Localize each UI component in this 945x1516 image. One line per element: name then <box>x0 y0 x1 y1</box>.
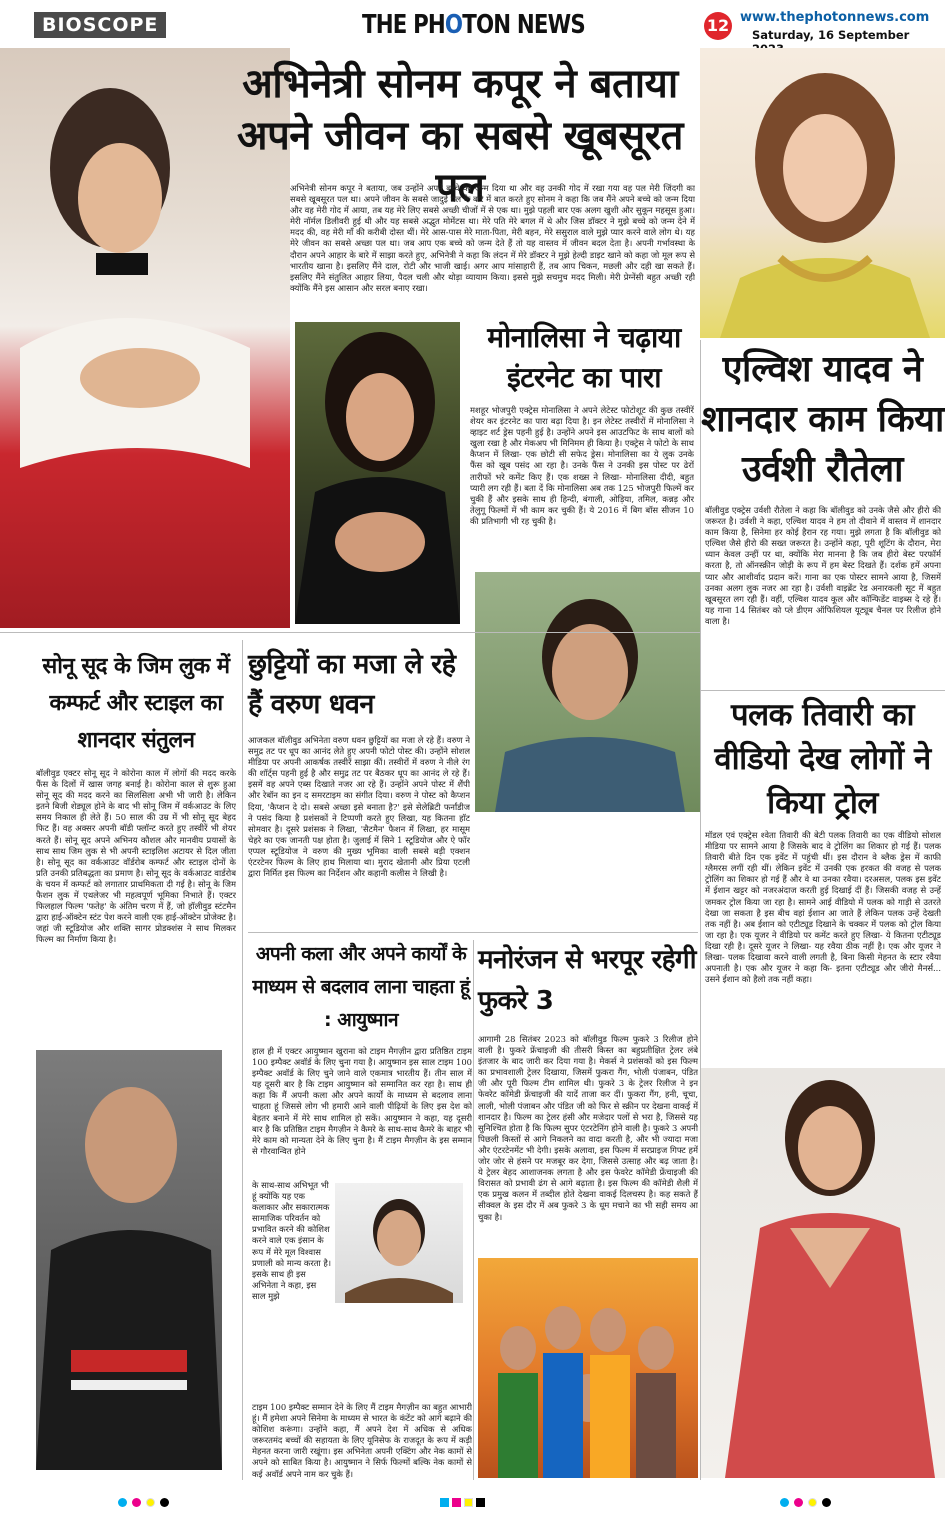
monalisa-body: मशहूर भोजपुरी एक्ट्रेस मोनालिसा ने अपने लेटेस्ट फोटोशूट की कुछ तस्वीरें शेयर कर इंटरनेट का पारा बढ़ा दिया है। इन लेटेस्ट तस्वीरों में मोनालिसा ने व्हाइट शर्ट ड्रेस पहनी हुई है। उन्होंने अपने इस आउटफिट के साथ बालों को खुला रखा है और मेकअप भी मिनिमम ही किया है। एक्ट्रेस ने फोटो के साथ कैप्शन में लिखा- एक छोटी सी सफेद ड्रेस। मोनालिसा का ये लुक उनके फैंस को खूब पसंद आ रहा है। उनके फैंस ने उनकी इस पोस्ट पर ढेरों तारीफों भरे कमेंट किए हैं। एक शख्स ने लिखा- मोनालिसा दीदी, बहुत प्यारी लग रही हैं। बता दें कि मोनालिसा अब तक 125 भोजपुरी फिल्में कर चुकी हैं और इसके साथ ही हिन्दी, बंगाली, ओड़िया, तमिल, कन्नड़ और तेलुगू फिल्मों में भी काम कर चुकी हैं। ये 2016 में बिग बॉस सीजन 10 की प्रतिभागी भी रह चुकी है। <box>470 405 694 526</box>
ayushmann-figure <box>335 1183 463 1303</box>
divider <box>473 940 474 1480</box>
varun-body: आजकल बॉलीवुड अभिनेता वरुण धवन छुट्टियों का मजा ले रहे हैं। वरुण ने समुद्र तट पर धूप का आनंद लेते हुए अपनी फोटो पोस्ट की। उन्होंने सोशल मीडिया पर अपनी आकर्षक तस्वीरें साझा कीं। तस्वीरों में वरुण ने नीले रंग की शॉर्ट्स पहनी हुई है और समुद्र तट पर बैठकर धूप का आनंद ले रहे हैं। इसमें वह अपने एब्स दिखाते नजर आ रहे हैं। उन्होंने अपने पोस्ट में शैंपी और रेबॉन का इन द समरटाइम का संगीत दिया। वरुण ने पोस्ट को कैप्शन दिया, 'कैप्शन दे दो। सबसे अच्छा इसे बनाता है?' इसे सेलेब्रिटी फर्नांडीज ने पसंद किया है प्रशंसकों ने टिप्पणी करते हुए लिखा, यह कितना हॉट सोमवार है। दूसरे प्रशंसक ने लिखा, 'सैटमैन' फैशन में लिखा, हर मासूम चेहरे का एक जानती पक्ष होता है। जुलाई में सिने 1 स्टूडियोज और ऐ फॉर एप्पल स्टूडियोज ने वरुण की मुख्य भूमिका वाली सबसे बड़ी एक्शन एंटरटेनर फिल्म के लिए हाथ मिलाया था। मुराद खेतानी और प्रिया एटली द्वारा निर्मित इस फिल्म का निर्देशन और कहानी कलीस ने लिखी है। <box>248 735 470 879</box>
divider <box>700 690 945 691</box>
urvashi-figure <box>700 48 945 338</box>
register-dot <box>160 1498 169 1507</box>
issue-date: Saturday, 16 September <box>752 28 910 42</box>
fukrey-poster <box>478 1258 698 1478</box>
fukrey-cast <box>478 1258 698 1478</box>
ayushmann-photo <box>335 1183 463 1303</box>
register-square <box>452 1498 461 1507</box>
page-header <box>0 0 945 48</box>
masthead-o: O <box>444 10 463 40</box>
masthead-post: TON NEWS <box>462 10 585 40</box>
sonam-headline: अभिनेत्री सोनम कपूर ने बताया अपने जीवन का सबसे खूबसूरत पल <box>237 61 683 211</box>
monalisa-photo <box>295 322 460 624</box>
sonam-body: अभिनेत्री सोनम कपूर ने बताया, जब उन्होंने अपने बच्चे को जन्म दिया था और वह उनकी गोद में रखा गया वह पल मेरी जिंदगी का सबसे खूबसूरत पल था। अपने जीवन के सबसे जादुई पल के बारे में बात करते हुए सोनम ने कहा कि जब मैंने अपने बच्चे को जन्म दिया और वह मेरी गोद में आया, तब यह मेरे लिए सबसे अच्छी चीजों में से एक था। मुझे पहली बार एक अलग खुशी और सुकून महसूस हुआ। मेरी नॉर्मल डिलीवरी हुई थी और यह सबसे अद्भुत मोमेंटस था। मेरे पति मेरे बगल में थे और जिस डॉक्टर ने मुझे बच्चे को जन्म देने में मदद की, वह मेरी माँ की करीबी दोस्त थीं। मेरे आस-पास मेरे माता-पिता, मेरी बहन, मेरे ससुराल वाले मुझे प्यार करने वाले लोग थे। यह मेरे जीवन का सबसे अच्छा पल था। जब आप एक बच्चे को जन्म देते हैं तो यह वास्तव में जीवन बदल देता है। अपनी गर्भावस्था के दौरान अपने आहार के बारे में साझा करते हुए, अभिनेत्री ने कहा कि लंदन में मेरे डॉक्टर ने मुझे हेल्दी डाइट खाने को कहा जो मूल रूप से भारतीय खाना है। इसलिए मैंने दाल, रोटी और भाजी खाई। अगर आप मांसाहारी हैं, तब आप चिकन, मछली और दही खा सकते हैं। इसलिए मैंने संतुलित आहार लिया, पैदल चली और थोड़ा व्यायाम किया। इससे मुझे सचमुच मदद मिली। मेरी प्रेग्नेंसी बहुत अच्छी रही क्योंकि मैंने इस आसान और सरल बनाए रखा। <box>290 183 695 293</box>
page-number-badge: 12 <box>704 12 732 40</box>
register-dot <box>132 1498 141 1507</box>
divider <box>700 340 701 1480</box>
register-dot <box>146 1498 155 1507</box>
varun-headline: छुट्टियों का मजा ले रहे हैं वरुण धवन <box>248 649 456 720</box>
register-square <box>464 1498 473 1507</box>
register-dot <box>118 1498 127 1507</box>
fukrey-body: आगामी 28 सितंबर 2023 को बॉलीवुड फिल्म फुकरे 3 रिलीज होने वाली है। फुकरे फ्रेंचाइजी की तीसरी किस्त का बहुप्रतीक्षित ट्रेलर लंबे इंतजार के बाद जारी कर दिया गया है। मेकर्स ने प्रशंसकों को इस फिल्म का प्रभावशाली ट्रेलर दिखाया, जिसमें फुकरा गैंग, भोली पंजाबन, पंडित जी और पूरी फिल्म टीम शामिल थी। फुकरे 3 के ट्रेलर रिलीज ने इन फेवरेट कॉमेडी फ्रेंचाइजी की यादें ताजा कर दीं। फुकरा गैंग, हनी, चूचा, लाली, भोली पंजाबन और पंडित जी को फिर से स्क्रीन पर देखना वाकई में शानदार है। फिल्म का ट्रेलर हंसी और मजेदार पलों से भरा है, जिससे यह सुनिश्चित होता है कि फिल्म सुपर एंटरटेनिंग होने वाली है। फुकरे 3 अपनी पिछली किस्तों से आगे निकलने का वादा करती है, और भी ज्यादा मजा और एंटरटेनमेंट भी देगी। इसके अलावा, इस फिल्म में सरप्राइज गिफ्ट हमें जोर जोर से हंसने पर मजबूर कर देगा, जिससे उत्साह और बढ़ जाता है। ये ट्रेलर बेहद आशाजनक लगता है और इस फेवरेट कॉमेडी फ्रेंचाइजी की विरासत को प्रभावी ढंग से आगे बढ़ाता है। इस फिल्म की कॉमेडी शैली में एक प्रमुख कलन में तब्दील होते देखना वाकई दिलचस्प है। कह सकते हैं सीक्वल के इस दौर में अब फुकरे 3 के धूम मचाने का भी सही समय आ चुका है। <box>478 1034 698 1222</box>
register-square <box>440 1498 449 1507</box>
website-link[interactable]: www.thephotonnews.com <box>740 10 930 25</box>
divider <box>242 640 243 1480</box>
divider <box>248 932 698 933</box>
varun-figure <box>475 572 700 812</box>
print-registration-marks <box>0 1488 945 1516</box>
fukrey-headline: मनोरंजन से भरपूर रहेगी फुकरे 3 <box>478 945 696 1016</box>
palak-figure <box>700 1068 945 1478</box>
register-square <box>476 1498 485 1507</box>
urvashi-photo <box>700 48 945 338</box>
sonu-body: बॉलीवुड एक्टर सोनू सूद ने कोरोना काल में लोगों की मदद करके फैंस के दिलों में खास जगह बनाई है। कोरोना काल से शुरू हुआ सोनू सूद की मदद करने का सिलसिला अभी भी जारी है। लेकिन इतने बिजी शेड्यूल होने के बाद भी सोनू जिम में वर्कआउट के लिए समय निकाल ही लेते हैं। 50 साल की उम्र में भी सोनू सूद बेहद फिट हैं। वह अक्सर अपनी बॉडी फ्लॉन्ट करते हुए तस्वीरें भी शेयर करते हैं। सोनू सूद अपने अभिनय कौशल और मानवीय प्रयासों के साथ साथ जिम लुक से भी अपनी स्टाइलिश अटायर से दिल जीता है। सोनू सूद का वर्कआउट वॉर्डरोब कम्फर्ट और स्टाइल दोनों के प्रति उनकी प्रतिबद्धता का प्रमाण है। सोनू सूद के वर्कआउट वार्डरोब के चयन में कम्फर्ट को लगातार प्राथमिकता दी गई है। सोनू के जिम फैशन लुक में एथलेजर भी महत्वपूर्ण भूमिका निभाते हैं। एक्टर फिलहाल फिल्म 'फतेह' के अंतिम चरण में हैं, जो हॉलीवुड स्टंटमैन द्वारा हाई-ऑक्टेन स्टंट पेश करने वाली एक हाई-ऑक्टेन प्रोजेक्ट है। जहां जी स्टूडियोज और शक्ति सागर प्रोडक्शंस ने साथ मिलकर फिल्म का निर्माण किया है। <box>36 768 236 945</box>
palak-photo <box>700 1068 945 1478</box>
register-dot <box>822 1498 831 1507</box>
palak-body: मॉडल एवं एक्ट्रेस श्वेता तिवारी की बेटी पलक तिवारी का एक वीडियो सोशल मीडिया पर सामने आया है जिसके बाद वे ट्रोलिंग का शिकार हो गई हैं। पलक तिवारी बीते दिन एक इवेंट में पहुंची थीं। इस दौरान वे ब्लैक ड्रेस में काफी ग्लैमरस लगीं रही थीं। लेकिन इवेंट में उनकी एक हरकत की वजह से पलक ट्रोलिंग का शिकार हो गई हैं और वे था उनका रवैया। दरअसल, पलक इस इवेंट में ईशान खट्टर को नजरअंदाज करती हुई दिखाई दीं हैं। जिसकी वजह से उन्हें जमकर ट्रोल किया जा रहा है। सामने आई वीडियो में पलक को गाड़ी से उतरते देखा जा सकता है इस बीच वहां ईशान आ जाते हैं लेकिन पलक उन्हें देखती तक नहीं है। अब ईशान को एटीट्यूड दिखाने के चक्कर में पलक को ट्रोल किया जा रहा है। एक यूजर ने वीडियो पर कमेंट करते हुए लिखा- ये कितना एटीट्यूड दिखा रही है। दूसरे यूजर ने लिखा- यह रवैया ठीक नहीं है। एक और यूजर ने लिखा- पलक दिखावा करने वाली लगती है, बिना किसी मेहनत के स्टार रवैया अपनाती है। एक और यूजर ने कहा कि- इतना एटीट्यूड और जीरो मैनर्स... उसने ईशान को हैलो तक नहीं कहा। <box>705 830 941 985</box>
palak-headline: पलक तिवारी का वीडियो देख लोगों ने किया ट्रोल <box>714 697 931 821</box>
sonu-headline: सोनू सूद के जिम लुक में कम्फर्ट और स्टाइल का शानदार संतुलन <box>42 654 230 753</box>
register-dot <box>794 1498 803 1507</box>
divider <box>0 632 700 633</box>
ayushmann-body-bottom: टाइम 100 इम्पैक्ट सम्मान देने के लिए मैं टाइम मैगज़ीन का बहुत आभारी हूं। मैं हमेशा अपने सिनेमा के माध्यम से भारत के कंटेंट को आगे बढ़ाने की कोशिश करूंगा। उन्होंने कहा, मैं अपने देश में अधिक से अधिक जरूरतमंद बच्चों की सहायता के लिए यूनिसेफ के राजदूत के रूप में कड़ी मेहनत करना जारी रखूंगा। इस अभिनेता अपनी एक्टिंग और नेक कामों से अपने को साबित किया है। आयुष्मान ने सिर्फ फिल्मों बल्कि नेक कामों से कई अवॉर्ड अपने नाम कर चुके हैं। <box>252 1402 472 1479</box>
urvashi-body: बॉलीवुड एक्ट्रेस उर्वशी रौतेला ने कहा कि बॉलीवुड को उनके जैसे और हीरो की जरूरत है। उर्वशी ने कहा, एल्विश यादव ने हम तो दीवाने में वास्तव में शानदार काम किया है, सिनेमा हर कोई हैरान रह गया। मुझे लगता है कि बॉलीवुड को एल्विश जैसे हीरो की सख्त जरूरत है। उन्होंने कहा, पूरी शूटिंग के दौरान, मेरा ध्यान केवल उन्हीं पर था, क्योंकि मेरा मानना है कि जब हीरो बेस्ट परफॉर्म करता है, तो ऑनस्क्रीन जोड़ी के रूप में हम बेस्ट दिखते हैं। दर्शक हमें अपना प्यार और आशीर्वाद प्रदान करें। गाना का एक पोस्टर सामने आया है, जिसमें उनका अलग लुक नजर आ रहा है। उर्वशी वाइब्रेंट रेड अनारकली सूट में बहुत खूबसूरत लग रही हैं। वहीं, एल्विश यादव कूल और कॉन्फिडेंट वाइब्स दे रहे हैं। यह गाना 14 सितंबर को प्ले डीएम ऑफिशियल यूट्यूब चैनल पर रिलीज होने वाला है। <box>705 505 941 626</box>
section-label: BIOSCOPE <box>34 12 166 38</box>
sonu-figure <box>36 1050 222 1470</box>
monalisa-figure <box>295 322 460 624</box>
sonu-photo <box>36 1050 222 1470</box>
urvashi-headline: एल्विश यादव ने शानदार काम किया उर्वशी रौतेला <box>701 349 944 490</box>
monalisa-headline: मोनालिसा ने चढ़ाया इंटरनेट का पारा <box>487 321 681 394</box>
ayushmann-headline: अपनी कला और अपने कार्यों के माध्यम से बदलाव लाना चाहता हूं : आयुष्मान <box>252 943 470 1031</box>
masthead-logo <box>362 10 585 40</box>
masthead-pre: THE PH <box>362 10 445 40</box>
register-dot <box>808 1498 817 1507</box>
ayushmann-body-narrow: के साथ-साथ अभिभूत भी हूं क्योंकि यह एक कलाकार और सकारात्मक सामाजिक परिवर्तन को प्रभावित करने की कोशिश करने वाले एक इंसान के रूप में मेरे मूल विश्वास प्रणाली को मान्य करता है। इसके साथ ही इस अभिनेता ने कहा, इस साल मुझे <box>252 1180 332 1301</box>
ayushmann-body-top: हाल ही में एक्टर आयुष्मान खुराना को टाइम मैगज़ीन द्वारा प्रतिष्ठित टाइम 100 इम्पैक्ट अवॉर्ड के लिए चुना गया है। आयुष्मान इस साल टाइम 100 इम्पैक्ट अवॉर्ड के लिए चुने जाने वाले एकमात्र भारतीय हैं। तीन साल में यह दूसरी बार है कि टाइम आयुष्मान को सम्मानित कर रहा है। साथ ही कहा कि मैं अपनी कला और अपने कार्यों के माध्यम से बदलाव लाना चाहता हूं जिससे लोग भी हमारी आने वाली पीढ़ियों के लिए इस देश को बेहतर बनाने में मेरे साथ शामिल हो सकें। आयुष्मान ने कहा, यह दूसरी बार है कि प्रतिष्ठित टाइम मैगज़ीन ने कैमरे के साथ-साथ कैमरे के बाहर भी मेरे काम को मान्यता देने के लिए चुना है। मैं टाइम मैगज़ीन के इस सम्मान से गौरवान्वित होने <box>252 1046 472 1156</box>
register-dot <box>780 1498 789 1507</box>
varun-photo <box>475 572 700 812</box>
